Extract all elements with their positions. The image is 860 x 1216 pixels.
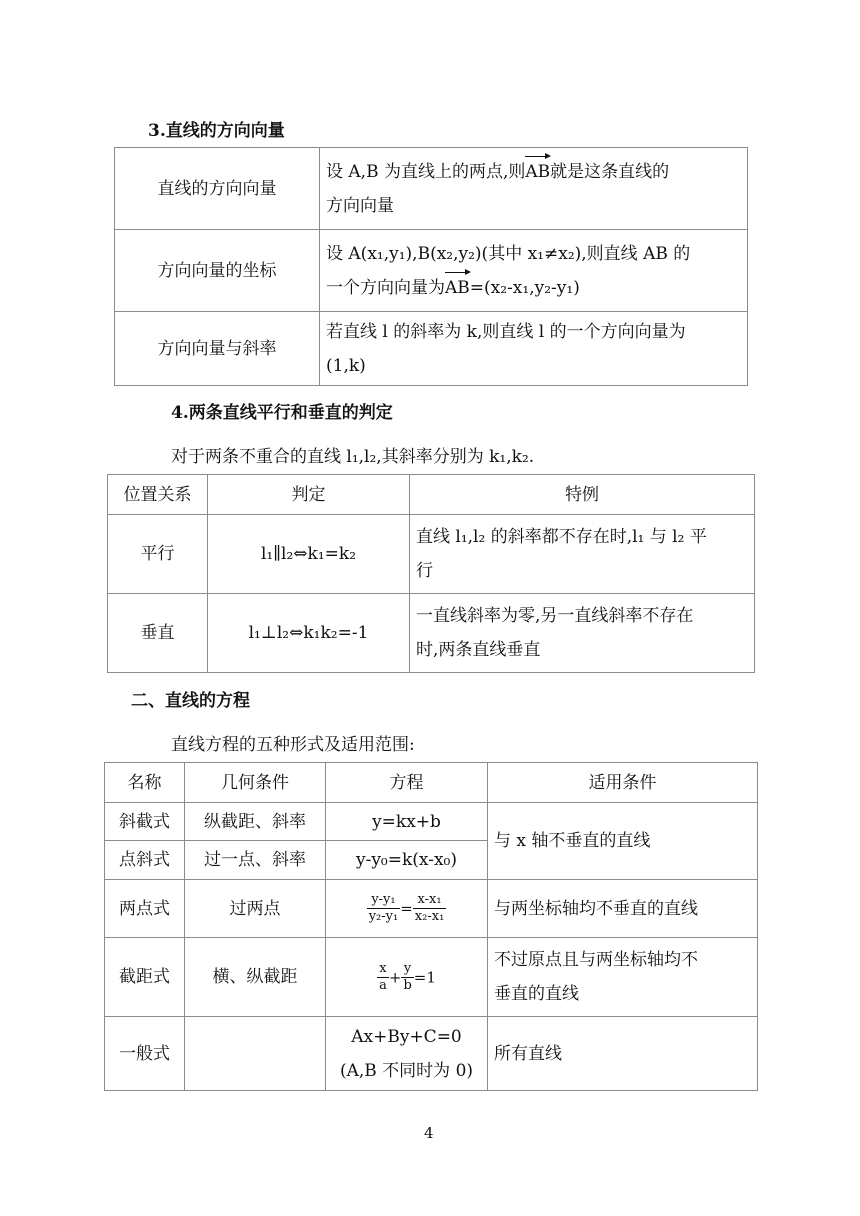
fraction-denominator: b [403,977,412,993]
table-row [105,1017,758,1091]
table-row [105,938,758,1017]
row-content [320,312,748,386]
content-text: 设 A,B 为直线上的两点,则 [326,161,526,182]
content-text: 一个方向向量为 [326,277,445,298]
name-cell: 一般式 [105,1017,185,1091]
equation-cell [326,938,488,1017]
table-row [115,148,748,230]
special-text: 时,两条直线垂直 [416,640,541,660]
fraction [377,961,389,994]
header-cell: 名称 [105,763,185,803]
equation-text: (A,B 不同时为 0) [339,1060,474,1081]
content-text: =(x₂-x₁,y₂-y₁) [469,277,580,298]
applicability-cell [488,938,758,1017]
row-label: 方向向量的坐标 [115,230,320,312]
special-cell [410,515,755,594]
fraction [367,892,401,925]
vector-ab: AB [445,271,470,305]
row-content [320,148,748,230]
criterion-cell: l₁∥l₂⇔k₁=k₂ [208,515,410,594]
row-content [320,230,748,312]
fraction-denominator: x₂-x₁ [414,909,445,925]
section2-title: 二、直线的方程 [131,691,250,711]
equals-one: =1 [413,968,436,987]
equation-cell [326,880,488,938]
header-cell: 方程 [326,763,488,803]
fraction-numerator: y [401,961,413,978]
table-row [115,230,748,312]
special-cell [410,594,755,673]
header-cell: 判定 [208,475,410,515]
section4-intro: 对于两条不重合的直线 l₁,l₂,其斜率分别为 k₁,k₂. [171,447,535,467]
table-header-row [105,763,758,803]
special-text: 一直线斜率为零,另一直线斜率不存在 [416,606,694,626]
section2-intro: 直线方程的五种形式及适用范围: [171,735,415,755]
equation-cell: y-y₀=k(x-x₀) [326,841,488,880]
table-row [105,880,758,938]
line-equations-table [104,762,758,1091]
header-cell: 适用条件 [488,763,758,803]
header-cell: 位置关系 [108,475,208,515]
fraction-denominator: a [379,977,387,993]
plus-sign: + [388,968,402,987]
row-label: 直线的方向向量 [115,148,320,230]
applicability-cell: 所有直线 [488,1017,758,1091]
content-text: 若直线 l 的斜率为 k,则直线 l 的一个方向向量为 [326,321,686,342]
condition-cell: 纵截距、斜率 [185,803,326,841]
applicability-cell: 与 x 轴不垂直的直线 [488,803,758,880]
direction-vector-table [114,147,748,386]
content-text: 方向向量 [326,195,394,216]
fraction-numerator: y-y₁ [367,892,401,909]
applicability-text: 垂直的直线 [494,984,579,1004]
fraction [401,961,413,994]
page-number: 4 [424,1124,434,1142]
vector-ab: AB [525,155,550,189]
table-row [115,312,748,386]
header-cell: 特例 [410,475,755,515]
criterion-cell: l₁⊥l₂⇔k₁k₂=-1 [208,594,410,673]
content-text: 设 A(x₁,y₁),B(x₂,y₂)(其中 x₁≠x₂),则直线 AB 的 [326,243,691,264]
condition-cell: 横、纵截距 [185,938,326,1017]
equation-cell [326,1017,488,1091]
applicability-cell: 与两坐标轴均不垂直的直线 [488,880,758,938]
name-cell: 两点式 [105,880,185,938]
condition-cell: 过一点、斜率 [185,841,326,880]
fraction-denominator: y₂-y₁ [368,909,399,925]
section3-title: 3.直线的方向向量 [148,121,285,141]
equation-cell: y=kx+b [326,803,488,841]
header-cell: 几何条件 [185,763,326,803]
content-text: 就是这条直线的 [550,161,670,182]
equals-sign: = [400,899,413,918]
table-header-row [108,475,755,515]
relation-cell: 平行 [108,515,208,594]
table-row [108,515,755,594]
parallel-perpendicular-table [107,474,755,673]
fraction-numerator: x [377,961,389,978]
row-label: 方向向量与斜率 [115,312,320,386]
section4-title: 4.两条直线平行和垂直的判定 [171,403,393,423]
special-text: 直线 l₁,l₂ 的斜率都不存在时,l₁ 与 l₂ 平 [416,527,707,547]
condition-cell: 过两点 [185,880,326,938]
relation-cell: 垂直 [108,594,208,673]
special-text: 行 [416,561,433,581]
condition-cell [185,1017,326,1091]
name-cell: 截距式 [105,938,185,1017]
content-text: (1,k) [326,355,366,376]
fraction-numerator: x-x₁ [413,892,446,909]
equation-text: Ax+By+C=0 [351,1026,462,1047]
table-row [108,594,755,673]
applicability-text: 不过原点且与两坐标轴均不 [494,950,698,970]
name-cell: 斜截式 [105,803,185,841]
table-row [105,803,758,841]
name-cell: 点斜式 [105,841,185,880]
fraction [413,892,446,925]
